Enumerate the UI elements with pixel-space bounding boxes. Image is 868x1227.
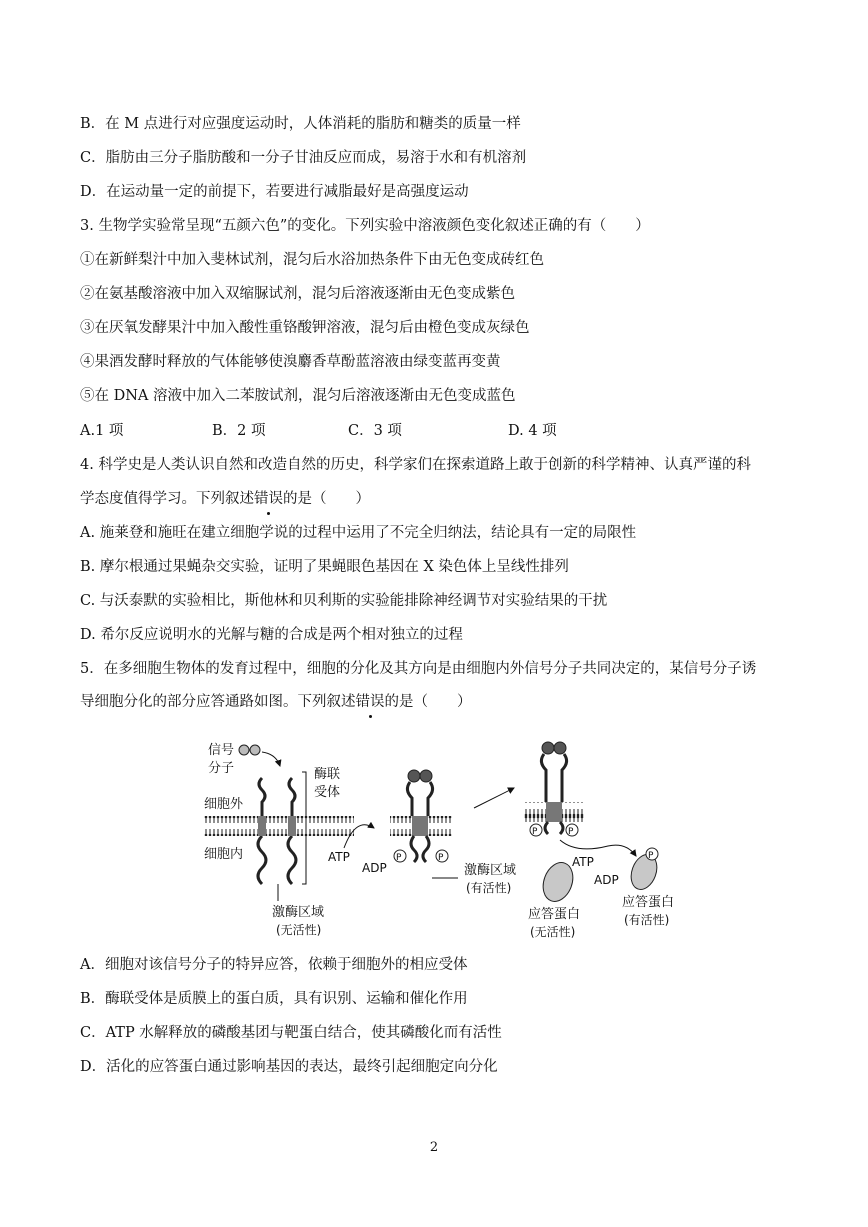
q4-stem-line2 xyxy=(80,489,808,509)
receptor-label-2: 受体 xyxy=(314,785,341,800)
receptor-dimer xyxy=(407,770,432,862)
kinase-inactive-label-2: (无活性) xyxy=(276,923,322,937)
signal-molecule-icon xyxy=(239,745,249,755)
q3-item-5: ⑤在 DNA 溶液中加入二苯胺试剂，混匀后溶液逐渐由无色变成蓝色 xyxy=(80,388,516,404)
atp-label-1: ATP xyxy=(328,850,350,864)
q5-option-d: D．活化的应答蛋白通过影响基因的表达，最终引起细胞定向分化 xyxy=(80,1059,498,1075)
phosphate-label: P xyxy=(532,827,538,837)
q4-option-c: C. 与沃泰默的实验相比，斯他林和贝利斯的实验能排除神经调节对实验结果的干扰 xyxy=(80,593,608,609)
kinase-inactive-label-1: 激酶区域 xyxy=(272,905,325,920)
q4-option-b: B. 摩尔根通过果蝇杂交实验，证明了果蝇眼色基因在 X 染色体上呈线性排列 xyxy=(80,559,569,575)
signal-label-2: 分子 xyxy=(208,761,235,776)
q3-option-d: D. 4 项 xyxy=(508,423,557,439)
q3-item-3: ③在厌氧发酵果汁中加入酸性重铬酸钾溶液，混匀后由橙色变成灰绿色 xyxy=(80,320,530,336)
q4-emphasis: 错误 xyxy=(254,491,283,507)
outside-label: 细胞外 xyxy=(204,797,244,812)
resp-active-label-1: 应答蛋白 xyxy=(622,895,675,910)
signal-label-1: 信号 xyxy=(208,743,235,758)
q5-stem-line1: 5．在多细胞生物体的发育过程中，细胞的分化及其方向是由细胞内外信号分子共同决定的，某信号分子诱 xyxy=(80,661,757,677)
q3-item-2: ②在氨基酸溶液中加入双缩脲试剂，混匀后溶液逐渐由无色变成紫色 xyxy=(80,286,515,302)
receptor-label-1: 酶联 xyxy=(314,767,341,782)
q5-stem-line2 xyxy=(80,692,808,712)
phosphate-label: P xyxy=(438,853,444,863)
q3-option-c: C．3 项 xyxy=(348,423,402,439)
q5-option-b: B．酶联受体是质膜上的蛋白质，具有识别、运输和催化作用 xyxy=(80,991,468,1007)
q5-stem-text: 导细胞分化的部分应答通路如图。下列叙述 xyxy=(80,694,356,710)
q3-item-4: ④果酒发酵时释放的气体能够使溴麝香草酚蓝溶液由绿变蓝再变黄 xyxy=(80,354,501,370)
q5-emphasis: 错误 xyxy=(355,694,385,710)
phosphate-label: P xyxy=(396,853,402,863)
transition-arrow xyxy=(474,788,514,808)
resp-inactive-label-2: (无活性) xyxy=(530,925,576,939)
phosphate-label: P xyxy=(648,851,654,861)
resp-inactive-label-1: 应答蛋白 xyxy=(528,907,581,922)
tm-segment xyxy=(258,816,266,836)
q3-stem: 3. 生物学实验常呈现“五颜六色”的变化。下列实验中溶液颜色变化叙述正确的有（ ） xyxy=(80,218,650,234)
q2-option-b: B．在 M 点进行对应强度运动时，人体消耗的脂肪和糖类的质量一样 xyxy=(80,116,521,132)
signal-arrow xyxy=(262,752,280,766)
q5-option-a: A．细胞对该信号分子的特异应答，依赖于细胞外的相应受体 xyxy=(80,957,468,973)
phosphate-label: P xyxy=(568,827,574,837)
q5-option-c: C．ATP 水解释放的磷酸基团与靶蛋白结合，使其磷酸化而有活性 xyxy=(80,1025,502,1041)
q2-option-c: C．脂肪由三分子脂肪酸和一分子甘油反应而成，易溶于水和有机溶剂 xyxy=(80,150,527,166)
inside-label: 细胞内 xyxy=(204,847,244,862)
membrane-1 xyxy=(204,816,354,836)
q4-option-d: D. 希尔反应说明水的光解与糖的合成是两个相对独立的过程 xyxy=(80,627,463,643)
kinase-active-label-1: 激酶区域 xyxy=(464,863,517,878)
atp-label-2: ATP xyxy=(572,855,594,869)
signal-molecule-icon xyxy=(250,745,260,755)
adp-label-1: ADP xyxy=(362,861,387,875)
page-number: 2 xyxy=(429,1140,439,1155)
q4-stem-line1: 4. 科学史是人类认识自然和改造自然的历史，科学家们在探索道路上敢于创新的科学精神、认真严谨的科 xyxy=(80,457,751,473)
q5-stem-tail: 的是（ ） xyxy=(384,694,472,710)
kinase-active-label-2: (有活性) xyxy=(466,881,512,895)
q3-item-1: ①在新鲜梨汁中加入斐林试剂，混匀后水浴加热条件下由无色变成砖红色 xyxy=(80,252,544,268)
q4-option-a: A. 施莱登和施旺在建立细胞学说的过程中运用了不完全归纳法，结论具有一定的局限性 xyxy=(80,525,637,541)
tm-segment xyxy=(288,816,296,836)
q4-stem-text: 学态度值得学习。下列叙述 xyxy=(80,491,254,507)
resp-active-label-2: (有活性) xyxy=(624,913,670,927)
q3-option-b: B．2 项 xyxy=(212,423,266,439)
activation-arrow xyxy=(560,840,636,856)
q3-option-a: A.1 项 xyxy=(80,423,124,439)
adp-label-2: ADP xyxy=(594,873,619,887)
q2-option-d: D．在运动量一定的前提下，若要进行减脂最好是高强度运动 xyxy=(80,184,469,200)
q4-stem-tail: 的是（ ） xyxy=(283,491,370,507)
receptor-pathway-figure xyxy=(196,736,696,946)
